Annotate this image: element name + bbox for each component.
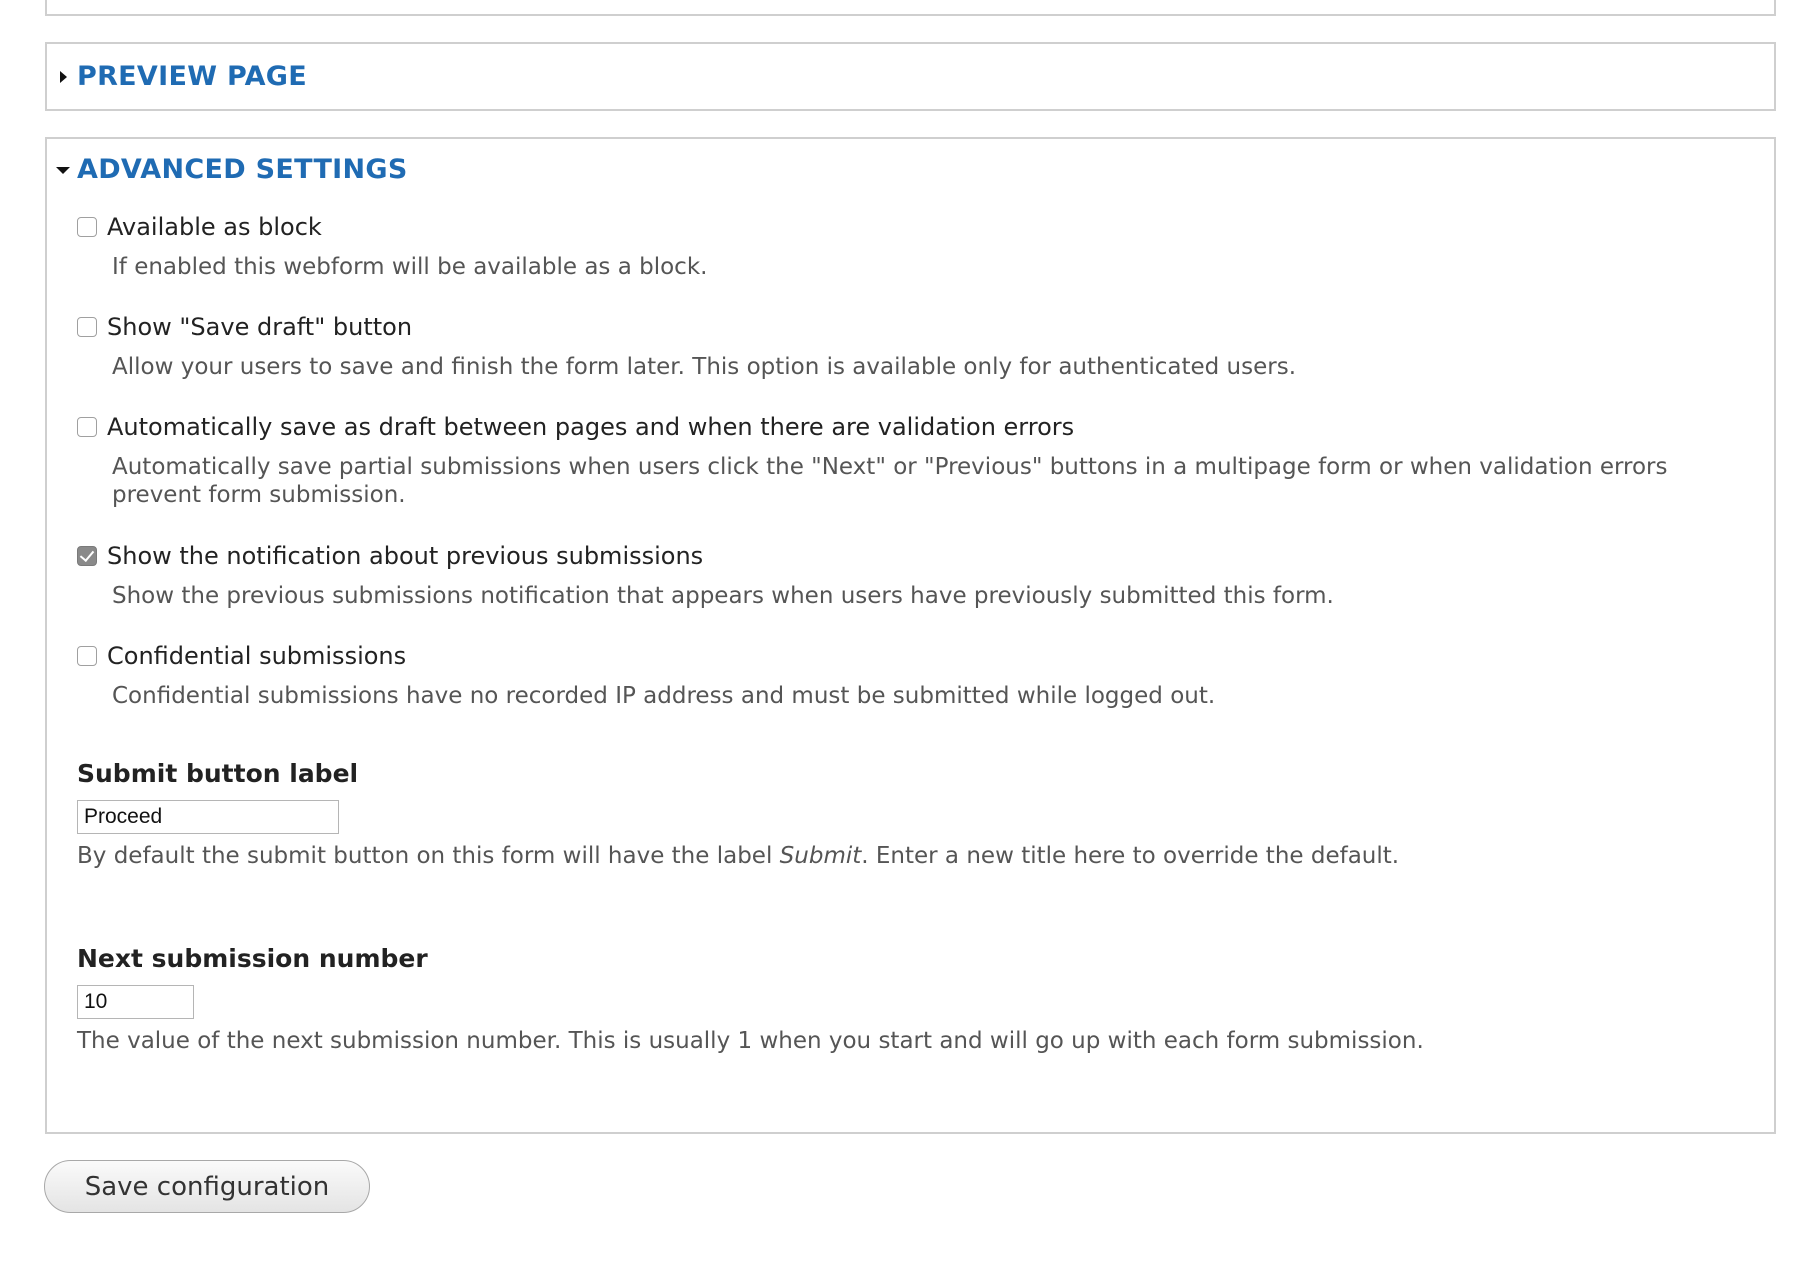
confidential-submissions-description: Confidential submissions have no recorded IP address and must be submitted while logged out.: [112, 683, 1216, 709]
advanced-settings-legend[interactable]: ADVANCED SETTINGS: [77, 154, 408, 185]
auto-save-draft-label[interactable]: Automatically save as draft between pages and when there are validation errors: [107, 413, 1075, 441]
submit-desc-before: By default the submit button on this form will have the label: [77, 843, 780, 869]
caret-right-icon: [60, 71, 67, 83]
previous-fieldset: [45, 0, 1776, 16]
advanced-settings-fieldset: [45, 137, 1776, 1134]
auto-save-draft-checkbox[interactable]: [77, 417, 97, 437]
preview-page-legend[interactable]: PREVIEW PAGE: [77, 61, 308, 92]
previous-submissions-description: Show the previous submissions notification that appears when users have previously submitted this form.: [112, 583, 1334, 609]
submit-button-label-description: [77, 843, 1399, 869]
previous-submissions-checkbox[interactable]: [77, 546, 97, 566]
advanced-settings-toggle[interactable]: [56, 154, 408, 185]
confidential-submissions-label[interactable]: Confidential submissions: [107, 642, 407, 670]
option-confidential-submissions: [77, 640, 1752, 710]
save-draft-checkbox[interactable]: [77, 317, 97, 337]
next-submission-number-heading: Next submission number: [77, 944, 428, 973]
option-auto-save-draft: [77, 411, 1752, 509]
save-draft-label[interactable]: Show "Save draft" button: [107, 313, 413, 341]
submit-button-label-heading: Submit button label: [77, 759, 359, 788]
previous-submissions-label[interactable]: Show the notification about previous submissions: [107, 542, 704, 570]
submit-desc-after: . Enter a new title here to override the default.: [861, 843, 1400, 869]
option-save-draft-button: [77, 311, 1752, 381]
auto-save-draft-description: Automatically save partial submissions when users click the "Next" or "Previous" buttons in a multipage form or when validation errors prevent form submission.: [112, 454, 1668, 508]
save-draft-description: Allow your users to save and finish the form later. This option is available only for authenticated users.: [112, 354, 1297, 380]
save-configuration-button[interactable]: Save configuration: [44, 1160, 370, 1213]
available-as-block-checkbox[interactable]: [77, 217, 97, 237]
next-submission-number-input[interactable]: [77, 985, 194, 1019]
confidential-submissions-checkbox[interactable]: [77, 646, 97, 666]
option-available-as-block: [77, 211, 1752, 281]
submit-button-label-input[interactable]: [77, 800, 339, 834]
preview-page-toggle[interactable]: [56, 61, 307, 92]
submit-desc-emphasis: Submit: [779, 843, 862, 869]
available-as-block-label[interactable]: Available as block: [107, 213, 322, 241]
next-submission-number-description: The value of the next submission number. This is usually 1 when you start and will go up with each form submission.: [77, 1028, 1424, 1054]
available-as-block-description: If enabled this webform will be available as a block.: [112, 254, 708, 280]
option-previous-submissions-notification: [77, 540, 1752, 610]
preview-page-fieldset: [45, 42, 1776, 111]
caret-down-icon: [56, 167, 70, 174]
